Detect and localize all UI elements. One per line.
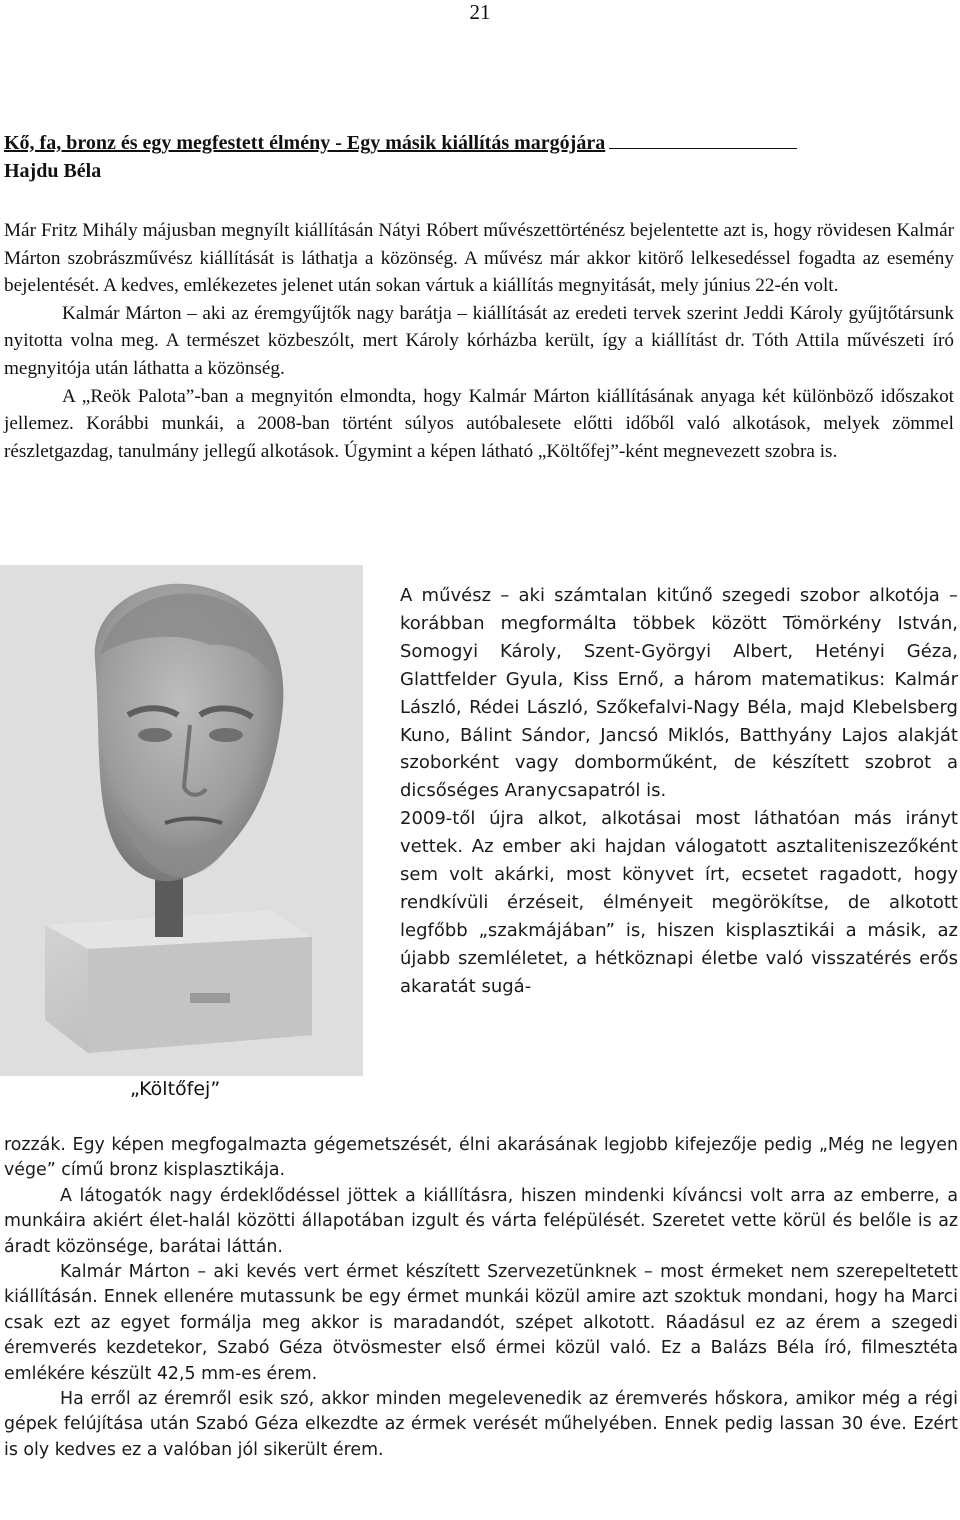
body-paragraph: Már Fritz Mihály májusban megnyílt kiállításán Nátyi Róbert művészettörténész bejelentette azt is, hogy rövidesen Kalmár Márton szobrászművész kiállítását is láthatja a közönség. A művész már akkor kitörő lelkesedéssel fogadta az esemény bejelentését. A kedves, emlékezetes jelenet után sokan vártuk a kiállítás megnyitását, mely június 22-én volt. <box>4 220 954 297</box>
article-body <box>4 217 954 465</box>
article-author: Hajdu Béla <box>4 160 102 182</box>
right-eye <box>209 728 243 742</box>
image-caption: „Költőfej” <box>130 1078 221 1100</box>
page-number: 21 <box>469 0 491 24</box>
side-text-column <box>400 582 958 1001</box>
lower-paragraph: Kalmár Márton – aki kevés vert érmet készített Szervezetünknek – most érmeket nem szerepeltetett kiállításán. Ennek ellenére mutassunk be egy érmet munkái közül amire azt szoktuk mondani, hogy ha Marci csak ezt az egyet formálja meg akkor is maradandót, szépet alkotott. Ráadásul ez az érem a szegedi éremverés kezdetekor, Szabó Géza ötvösmester első érmei közül való. Ez a Balázs Béla író, filmesztéta emlékére készült 42,5 mm-es érem. <box>4 1262 958 1384</box>
lower-text-block <box>4 1133 958 1463</box>
left-eye <box>138 728 172 742</box>
plinth-label <box>190 993 230 1003</box>
side-paragraph: 2009-től újra alkot, alkotásai most láthatóan más irányt vettek. Az ember aki hajdan válogatott asztaliteniszezőként sem volt akárki, most könyvet írt, ecsetet ragadott, hogy rendkívüli érzéseit, élményeit megörökítse, de alkotott legfőbb „szakmájában” is, hiszen kisplasztikái a másik, az újabb szemléletet, a hétköznapi életbe való visszatérés erős akaratát sugá- <box>400 808 958 997</box>
lower-paragraph: rozzák. Egy képen megfogalmazta gégemetszését, élni akarásának legjobb kifejezője pedig „Még ne legyen vége” című bronz kisplasztikája. <box>4 1135 958 1181</box>
sculpture-photo <box>0 565 363 1076</box>
body-paragraph: A „Reök Palota”-ban a megnyitón elmondta, hogy Kalmár Márton kiállításának anyaga két különböző időszakot jellemez. Korábbi munkái, a 2008-ban történt súlyos autóbalesete előtti időből való alkotások, melyek zömmel részletgazdag, tanulmány jellegű alkotások. Úgymint a képen látható „Költőfej”-ként megnevezett szobra is. <box>4 385 954 462</box>
lower-paragraph: Ha erről az éremről esik szó, akkor minden megelevenedik az éremverés hőskora, amikor még a régi gépek felújítása után Szabó Géza elkezdte az érmek verését műhelyében. Ennek pedig lassan 30 éve. Ezért is oly kedves ez a valóban jól sikerült érem. <box>4 1389 958 1460</box>
side-paragraph: A művész – aki számtalan kitűnő szegedi szobor alkotója – korábban megformálta többek között Tömörkény István, Somogyi Károly, Szent-Györgyi Albert, Hetényi Géza, Glattfelder Gyula, Kiss Ernő, a három matematikus: Kalmár László, Rédei László, Szőkefalvi-Nagy Béla, majd Klebelsberg Kuno, Bálint Sándor, Jancsó Miklós, Batthyány Lajos alakját szoborként vagy domborműként, de készített szobrot a dicsőséges Aranycsapatról is. <box>400 585 958 802</box>
sculpture-illustration <box>0 565 363 1076</box>
lower-paragraph: A látogatók nagy érdeklődéssel jöttek a kiállításra, hiszen mindenki kíváncsi volt arra az emberre, a munkáira akiért élet-halál közötti állapotában izgult és várta felépülését. Szeretet vette körül és belőle is az áradt közönsége, barátai láttán. <box>4 1185 958 1257</box>
body-paragraph: Kalmár Márton – aki az éremgyűjtők nagy barátja – kiállítását az eredeti tervek szerint Jeddi Károly gyűjtőtársunk nyitotta volna meg. A természet közbeszólt, mert Károly kórházba került, így a kiállítást dr. Tóth Attila művészeti író megnyitója után láthatta a közönség. <box>4 302 954 379</box>
title-rule <box>609 131 797 149</box>
neck-post <box>155 877 183 937</box>
article-title-text: Kő, fa, bronz és egy megfestett élmény - Egy másik kiállítás margójára <box>4 132 606 154</box>
article-title <box>4 130 954 156</box>
